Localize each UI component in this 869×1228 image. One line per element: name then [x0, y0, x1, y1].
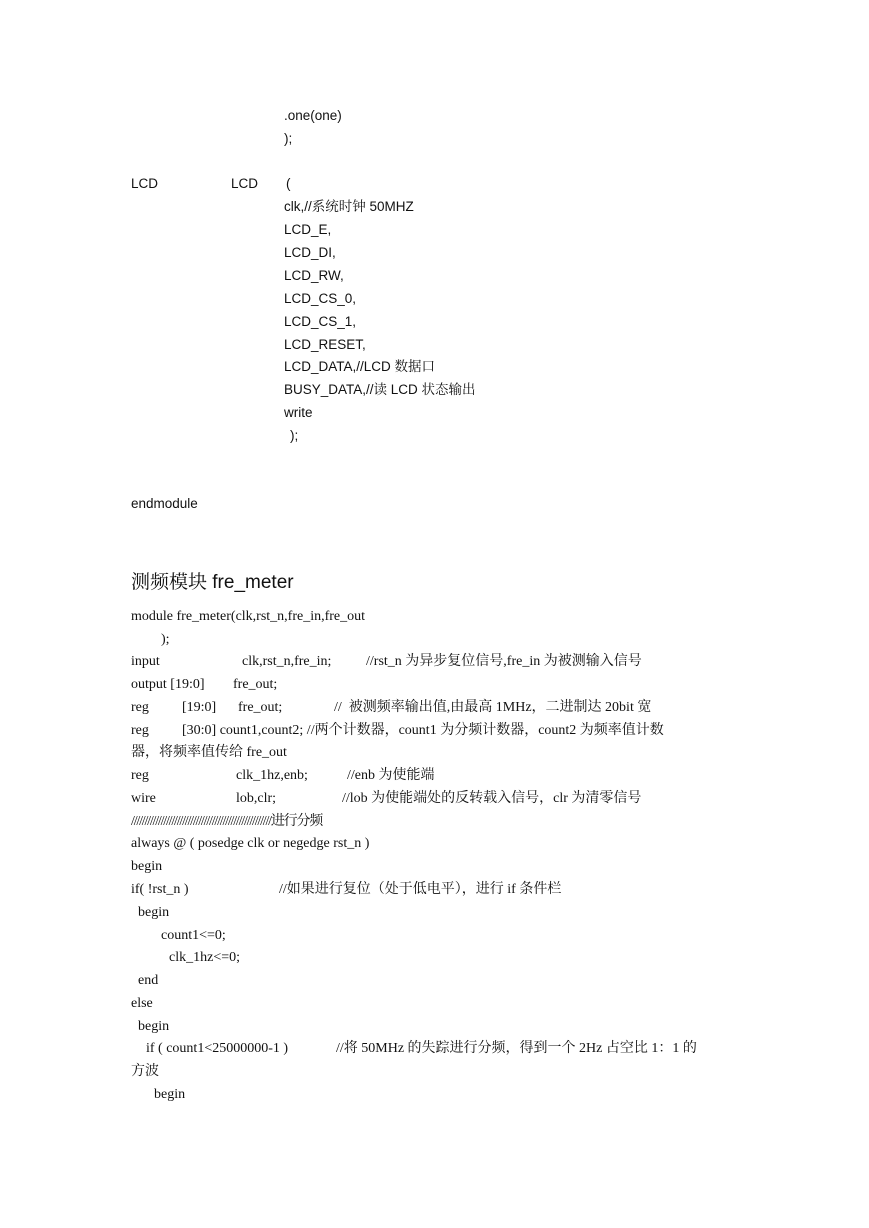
- section-title: 测频模块 fre_meter: [131, 572, 294, 593]
- code-count1-reset: count1<=0;: [161, 928, 226, 943]
- lcd-port-line: BUSY_DATA,//读 LCD 状态输出: [284, 382, 476, 397]
- code-input-keyword: input: [131, 654, 160, 669]
- code-module-decl: module fre_meter(clk,rst_n,fre_in,fre_out: [131, 609, 366, 624]
- code-wire-comment: //lob 为使能端处的反转载入信号，clr 为清零信号: [342, 791, 642, 806]
- lcd-port-line: LCD_DATA,//LCD 数据口: [284, 359, 436, 374]
- lcd-port-line: LCD_CS_1,: [284, 314, 357, 329]
- code-wire-keyword: wire: [131, 791, 156, 806]
- code-reg-comment: //enb 为使能端: [347, 768, 435, 783]
- code-if-count-comment: //将 50MHz 的失踪进行分频，得到一个 2Hz 占空比 1：1 的: [336, 1041, 697, 1056]
- code-begin: begin: [131, 859, 163, 874]
- lcd-port-line: LCD_CS_0,: [284, 291, 357, 306]
- lcd-instance-name: LCD: [231, 176, 259, 191]
- code-end: end: [138, 973, 159, 988]
- code-reg-width: [19:0]: [182, 700, 217, 715]
- code-reg-comment: // 被测频率输出值,由最高 1MHz，二进制达 20bit 宽: [334, 700, 652, 715]
- endmodule-line: endmodule: [131, 496, 198, 511]
- code-input-signals: clk,rst_n,fre_in;: [242, 654, 332, 669]
- lcd-port-line: clk,//系统时钟 50MHZ: [284, 199, 414, 214]
- lcd-port-line: write: [284, 405, 313, 420]
- code-reg-counters-wrap: 器，将频率值传给 fre_out: [131, 745, 287, 760]
- lcd-port-line: LCD_RW,: [284, 268, 344, 283]
- lcd-port-line: LCD_DI,: [284, 245, 336, 260]
- lcd-open-paren: (: [286, 176, 291, 191]
- code-line-one-port: .one(one): [284, 108, 342, 123]
- code-else: else: [131, 996, 153, 1011]
- code-clk1hz-reset: clk_1hz<=0;: [169, 950, 240, 965]
- code-reg-signal: fre_out;: [238, 700, 283, 715]
- code-module-close: );: [161, 632, 170, 647]
- code-if-count-comment-wrap: 方波: [131, 1064, 159, 1079]
- code-output-signal: fre_out;: [233, 677, 278, 692]
- code-if-count: if ( count1<25000000-1 ): [146, 1041, 289, 1056]
- code-reg-counters: [30:0] count1,count2; //两个计数器，count1 为分频计数器，count2 为频率值计数: [182, 723, 664, 738]
- lcd-close-paren: );: [290, 428, 299, 443]
- code-begin: begin: [138, 1019, 170, 1034]
- code-wire-signals: lob,clr;: [236, 791, 277, 806]
- code-line-close-paren: );: [284, 131, 293, 146]
- code-input-comment: //rst_n 为异步复位信号,fre_in 为被测输入信号: [366, 654, 642, 669]
- code-if-reset: if( !rst_n ): [131, 882, 189, 897]
- code-reg-keyword: reg: [131, 700, 149, 715]
- code-begin: begin: [154, 1087, 186, 1102]
- code-reg-keyword: reg: [131, 768, 149, 783]
- lcd-port-line: LCD_E,: [284, 222, 332, 237]
- lcd-module-name: LCD: [131, 176, 159, 191]
- code-begin: begin: [138, 905, 170, 920]
- code-divider-comment: ////////////////////////////////////////////////////进行分频: [131, 814, 323, 829]
- code-reg-signals: clk_1hz,enb;: [236, 768, 308, 783]
- lcd-port-line: LCD_RESET,: [284, 337, 366, 352]
- code-reg-keyword: reg: [131, 723, 149, 738]
- code-output-keyword: output [19:0]: [131, 677, 205, 692]
- code-if-reset-comment: //如果进行复位（处于低电平），进行 if 条件栏: [279, 882, 562, 897]
- code-always: always @ ( posedge clk or negedge rst_n ): [131, 836, 370, 851]
